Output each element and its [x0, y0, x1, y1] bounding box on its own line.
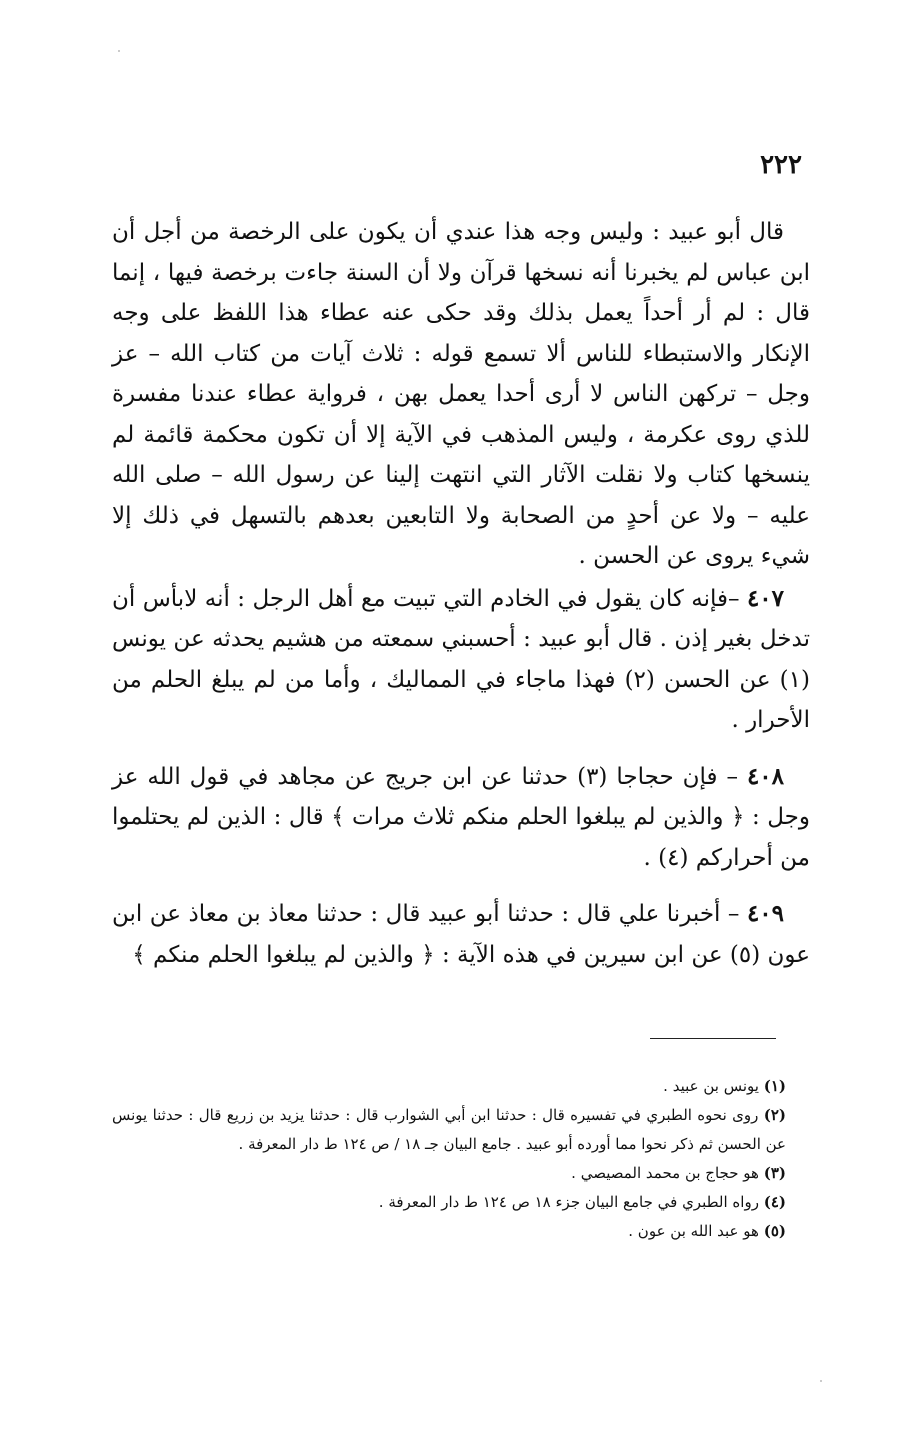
- page-number: ٢٢٢: [760, 150, 802, 180]
- footnote-text: روى نحوه الطبري في تفسيره قال : حدثنا ابن أبي الشوارب قال : حدثنا يزيد بن زريع قال : حدثنا يونس عن الحسن ثم ذكر نحوا مما أورده أبو عبيد . جامع البيان جـ ١٨ / ص ١٢٤ ط دار المعرفة .: [112, 1106, 786, 1153]
- footnote-text: رواه الطبري في جامع البيان جزء ١٨ ص ١٢٤ ط دار المعرفة .: [378, 1193, 764, 1211]
- entry-408: [112, 757, 810, 879]
- footnote-number: (٣): [763, 1164, 786, 1182]
- footnote: [112, 1101, 810, 1159]
- footnote: [112, 1159, 810, 1188]
- entry-text: –فإنه كان يقول في الخادم التي تبيت مع أهل الرجل : أنه لابأس أن تدخل بغير إذن . قال أبو عبيد : أحسبني سمعته من هشيم يحدثه عن يونس (١) عن الحسن (٢) فهذا ماجاء في المماليك ، وأما من لم يبلغ الحلم من الأحرار .: [112, 585, 810, 733]
- footnote-number: (٤): [763, 1193, 786, 1211]
- footnote-number: (٥): [763, 1222, 786, 1240]
- scan-speck: [118, 50, 120, 52]
- footnote: [112, 1188, 810, 1217]
- entry-409: [112, 894, 810, 975]
- entry-text: – أخبرنا علي قال : حدثنا أبو عبيد قال : حدثنا معاذ بن معاذ عن ابن عون (٥) عن ابن سيرين في هذه الآية : ﴿ والذين لم يبلغوا الحلم منكم ﴾: [112, 901, 810, 968]
- footnote: [112, 1217, 810, 1246]
- entry-number: ٤٠٨: [746, 762, 784, 790]
- footnotes: [112, 1072, 810, 1246]
- footnote: [112, 1072, 810, 1101]
- entry-407: [112, 579, 810, 741]
- footnote-text: هو عبد الله بن عون .: [628, 1222, 764, 1240]
- paragraph-abu-ubaid: قال أبو عبيد : وليس وجه هذا عندي أن يكون على الرخصة من أجل أن ابن عباس لم يخبرنا أنه نسخها قرآن ولا أن السنة جاءت برخصة فيها ، إنما قال : لم أر أحداً يعمل بذلك وقد حكى عنه عطاء هذا اللفظ على وجه الإنكار والاستبطاء للناس ألا تسمع قوله : ثلاث آيات من كتاب الله – عز وجل – تركهن الناس لا أرى أحدا يعمل بهن ، فرواية عطاء عندنا مفسرة للذي روى عكرمة ، وليس المذهب في الآية إلا أن تكون محكمة قائمة لم ينسخها كتاب ولا نقلت الآثار التي انتهت إلينا عن رسول الله – صلى الله عليه – ولا عن أحدٍ من الصحابة ولا التابعين بعدهم بالتسهل في ذلك إلا شيء يروى عن الحسن .: [112, 219, 810, 569]
- footnote-text: يونس بن عبيد .: [663, 1077, 764, 1095]
- entry-number: ٤٠٧: [746, 584, 784, 612]
- footnote-text: هو حجاج بن محمد المصيصي .: [571, 1164, 764, 1182]
- entry-number: ٤٠٩: [746, 900, 784, 927]
- main-text: [112, 212, 810, 975]
- footnote-number: (٢): [763, 1106, 786, 1124]
- entry-text: – فإن حجاجا (٣) حدثنا عن ابن جريج عن مجاهد في قول الله عز وجل : ﴿ والذين لم يبلغوا الحلم منكم ثلاث مرات ﴾ قال : الذين لم يحتلموا من أحراركم (٤) .: [112, 763, 810, 871]
- footnote-number: (١): [763, 1077, 786, 1095]
- scan-speck: [820, 1380, 822, 1382]
- footnote-separator: [650, 1038, 776, 1039]
